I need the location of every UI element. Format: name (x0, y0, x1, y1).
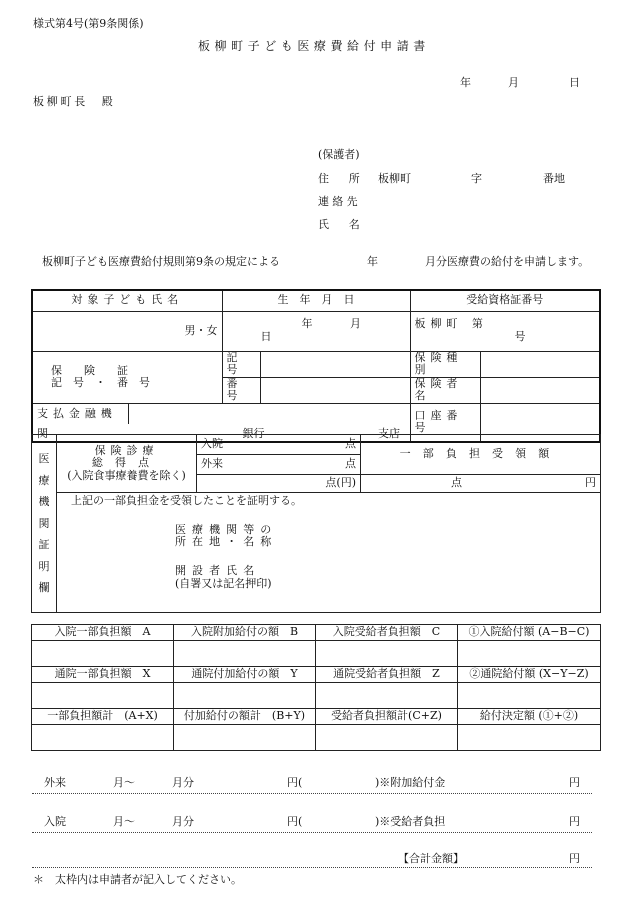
birth-day: 日 (260, 330, 272, 343)
total-points-label (57, 435, 197, 493)
guardian-label: (保護者) (318, 148, 360, 161)
cert-go: 号 (514, 330, 526, 343)
summary-inpatient: 入院 (44, 815, 66, 828)
calc-header: 通院受給者負担額 Z (316, 667, 458, 683)
birth-month: 月 (350, 317, 361, 331)
addressee: 板柳町長 殿 (33, 95, 116, 108)
date-year: 年 (460, 76, 471, 89)
side-char: 証 (38, 538, 50, 552)
calc-cell (316, 641, 458, 667)
certify-text: 上記の一部負担金を受領したことを証明する。 (71, 494, 302, 507)
child-name-header: 対象子ども氏名 (32, 290, 222, 311)
medical-side-label (32, 435, 57, 613)
calc-cell (458, 641, 601, 667)
calc-header: 給付決定額 (①+②) (458, 709, 601, 725)
additional-benefit-label: )※附加給付金 (375, 776, 446, 789)
birth-date-cell (222, 311, 410, 351)
medical-cert-table (31, 434, 601, 613)
total-amount-label: 【合計金額】 (398, 852, 464, 865)
points-line1: 保険診療 (94, 443, 159, 457)
side-char: 療 (38, 473, 50, 487)
insurance-card-label (32, 351, 222, 404)
partial-burden-header: 一部負担受領額 (361, 435, 601, 475)
insurance-label-line1: 保 険 証 (51, 363, 128, 377)
bango-value (260, 377, 410, 403)
points-line3: (入院食事療養費を除く) (67, 468, 186, 482)
branch-name: 支店 (378, 427, 400, 441)
points-yen-cell: 点(円) (197, 475, 361, 493)
bango-label: 番号 (222, 377, 260, 403)
points-line2: 総得点 (91, 456, 162, 470)
side-char: 明 (38, 559, 50, 573)
summary-month-from: 月〜 (113, 776, 135, 789)
calc-header: ①入院給付額 (A−B−C) (458, 625, 601, 641)
side-char: 機 (38, 495, 50, 509)
summary-yen: 円 (569, 776, 580, 789)
outpatient-points (197, 455, 361, 475)
address-aza: 字 (471, 172, 482, 185)
dotted-line (32, 793, 592, 794)
calc-cell (32, 641, 174, 667)
name-label: 氏 名 (318, 218, 365, 231)
calc-cell (174, 683, 316, 709)
summary-month-to: 月分 (172, 815, 194, 828)
recipient-burden-label: )※受給者負担 (375, 815, 446, 828)
cert-number-cell (410, 311, 600, 351)
insurer-name-value (480, 377, 600, 403)
calc-cell (174, 725, 316, 751)
insurer-name-label: 保険者名 (410, 377, 480, 403)
summary-yen-open: 円( (287, 815, 303, 828)
form-number: 様式第4号(第9条関係) (33, 17, 144, 30)
calc-header: 通院一部負担額 X (32, 667, 174, 683)
calc-header: 一部負担額計 (A+X) (32, 709, 174, 725)
calc-header: ②通院給付額 (X−Y−Z) (458, 667, 601, 683)
statement-prefix: 板柳町子ども医療費給付規則第9条の規定による (42, 255, 280, 268)
date-month: 月 (508, 76, 519, 89)
contact-label: 連絡先 (318, 195, 361, 208)
summary-outpatient: 外来 (44, 776, 66, 789)
calc-header: 入院一部負担額 A (32, 625, 174, 641)
point-unit: 点 (345, 437, 356, 451)
point-unit: 点 (345, 457, 356, 471)
dotted-line (32, 867, 592, 868)
calc-cell (458, 725, 601, 751)
certification-area (57, 493, 601, 613)
institution-line1: 医療機関等の (175, 522, 278, 536)
summary-yen: 円 (569, 815, 580, 828)
founder-line1: 開設者氏名 (175, 563, 261, 577)
calc-header: 入院受給者負担額 C (316, 625, 458, 641)
address-banchi: 番地 (543, 172, 565, 185)
gender-cell: 男・女 (32, 311, 222, 351)
calc-header: 通院付加給付の額 Y (174, 667, 316, 683)
summary-yen-open: 円( (287, 776, 303, 789)
child-info-table (31, 289, 601, 443)
account-label: 口座番号 (410, 404, 480, 442)
calc-header: 受給者負担額計(C+Z) (316, 709, 458, 725)
insurance-label-line2: 記 号 ・ 番 号 (51, 376, 150, 390)
partial-yen-unit: 円 (585, 476, 596, 490)
birth-year: 年 (301, 317, 313, 331)
birth-date-header: 生 年 月 日 (222, 290, 410, 311)
address-town: 板柳町 (378, 172, 411, 185)
cert-number-header: 受給資格証番号 (410, 290, 600, 311)
calc-cell (174, 641, 316, 667)
summary-month-from: 月〜 (113, 815, 135, 828)
bank-label: 支払金融機関 (37, 404, 129, 424)
kigo-value (260, 351, 410, 377)
cert-town: 板柳町 (414, 317, 463, 331)
bank-name: 銀行 (242, 427, 265, 441)
institution-line2: 所在地・名称 (175, 535, 278, 549)
statement-suffix: 月分医療費の給付を申請します。 (425, 255, 590, 268)
founder-line2: (自署又は記名押印) (175, 576, 272, 590)
calc-cell (316, 683, 458, 709)
inpatient-label: 入院 (201, 437, 223, 451)
date-day: 日 (569, 76, 580, 89)
side-char: 医 (38, 452, 50, 466)
side-char: 関 (38, 516, 50, 530)
outpatient-label: 外来 (201, 457, 223, 471)
calc-cell (458, 683, 601, 709)
inpatient-points (197, 435, 361, 455)
side-char: 欄 (38, 581, 50, 595)
statement-year: 年 (367, 255, 378, 268)
partial-point-unit: 点 (451, 476, 462, 490)
calc-header: 入院附加給付の額 B (174, 625, 316, 641)
total-yen: 円 (569, 852, 580, 865)
calc-cell (32, 725, 174, 751)
calc-cell (316, 725, 458, 751)
footnote: ＊ 太枠内は申請者が記入してください。 (33, 873, 242, 886)
dotted-line (32, 832, 592, 833)
calc-header: 付加給付の額計 (B+Y) (174, 709, 316, 725)
form-title: 板柳町子ども医療費給付申請書 (198, 39, 430, 53)
insurance-type-label: 保険種別 (410, 351, 480, 377)
kigo-label: 記号 (222, 351, 260, 377)
address-label: 住 所 (318, 172, 365, 185)
insurance-type-value (480, 351, 600, 377)
calc-cell (32, 683, 174, 709)
partial-burden-value (361, 475, 601, 493)
cert-dai: 第 (471, 317, 483, 331)
calc-table (31, 624, 601, 751)
summary-month-to: 月分 (172, 776, 194, 789)
